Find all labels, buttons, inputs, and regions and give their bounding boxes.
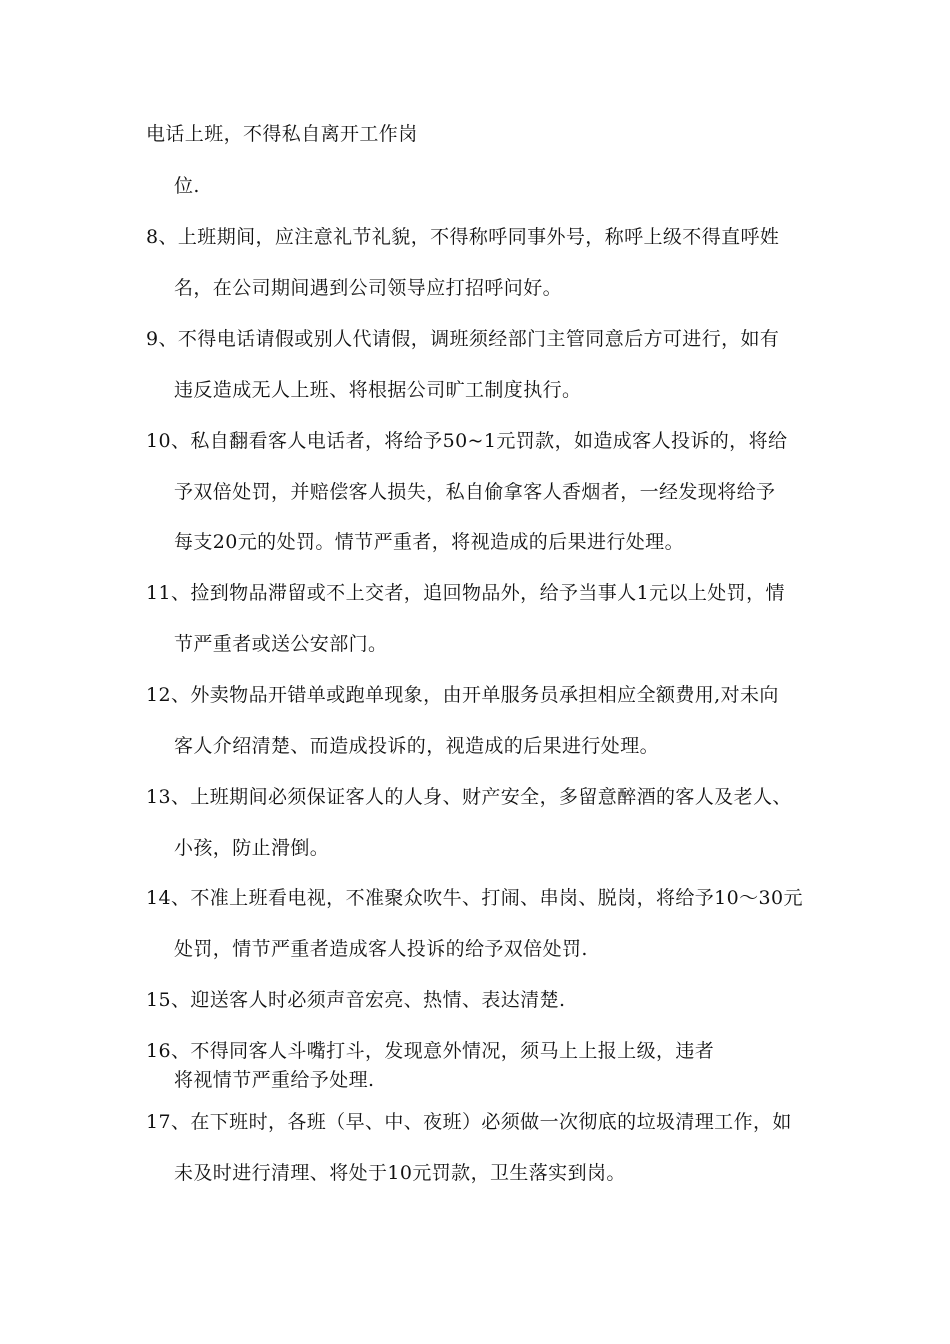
rule-11-line-1: 11、捡到物品滞留或不上交者，追回物品外，给予当事人1元以上处罚，情 bbox=[146, 582, 785, 604]
rule-10-line-1: 10、私自翻看客人电话者，将给予50~1元罚款，如造成客人投诉的，将给 bbox=[146, 430, 788, 452]
rule-14-line-1: 14、不准上班看电视，不准聚众吹牛、打闹、串岗、脱岗，将给予10〜30元 bbox=[146, 887, 803, 909]
rule-10-line-2: 予双倍处罚，并赔偿客人损失，私自偷拿客人香烟者，一经发现将给予 bbox=[174, 481, 776, 503]
rule-12-line-2: 客人介绍清楚、而造成投诉的，视造成的后果进行处理。 bbox=[174, 735, 660, 757]
rule-17-line-2: 未及时进行清理、将处于10元罚款，卫生落实到岗。 bbox=[174, 1162, 626, 1184]
rule-11-line-2: 节严重者或送公安部门。 bbox=[174, 633, 388, 655]
rule-16-line-2: 将视情节严重给予处理. bbox=[174, 1069, 375, 1091]
rule-17-line-1: 17、在下班时，各班（早、中、夜班）必须做一次彻底的垃圾清理工作，如 bbox=[146, 1111, 792, 1133]
rule-8-line-1: 8、上班期间，应注意礼节礼貌，不得称呼同事外号，称呼上级不得直呼姓 bbox=[146, 226, 780, 248]
text-line-continuation-end: 位. bbox=[174, 175, 200, 197]
rule-8-line-2: 名，在公司期间遇到公司领导应打招呼问好。 bbox=[174, 277, 563, 299]
rule-13-line-2: 小孩，防止滑倒。 bbox=[174, 837, 330, 859]
rule-10-line-3: 每支20元的处罚。情节严重者，将视造成的后果进行处理。 bbox=[174, 531, 684, 553]
rule-12-line-1: 12、外卖物品开错单或跑单现象，由开单服务员承担相应全额费用,对未向 bbox=[146, 684, 779, 706]
rule-16-line-1: 16、不得同客人斗嘴打斗，发现意外情况，须马上上报上级，违者 bbox=[146, 1040, 715, 1062]
rule-13-line-1: 13、上班期间必须保证客人的人身、财产安全，多留意醉酒的客人及老人、 bbox=[146, 786, 792, 808]
rule-9-line-2: 违反造成无人上班、将根据公司旷工制度执行。 bbox=[174, 379, 582, 401]
text-line-continuation: 电话上班，不得私自离开工作岗 bbox=[146, 123, 418, 145]
rule-15-line-1: 15、迎送客人时必须声音宏亮、热情、表达清楚. bbox=[146, 989, 566, 1011]
rule-9-line-1: 9、不得电话请假或别人代请假，调班须经部门主管同意后方可进行，如有 bbox=[146, 328, 780, 350]
rule-14-line-2: 处罚，情节严重者造成客人投诉的给予双倍处罚. bbox=[174, 938, 588, 960]
